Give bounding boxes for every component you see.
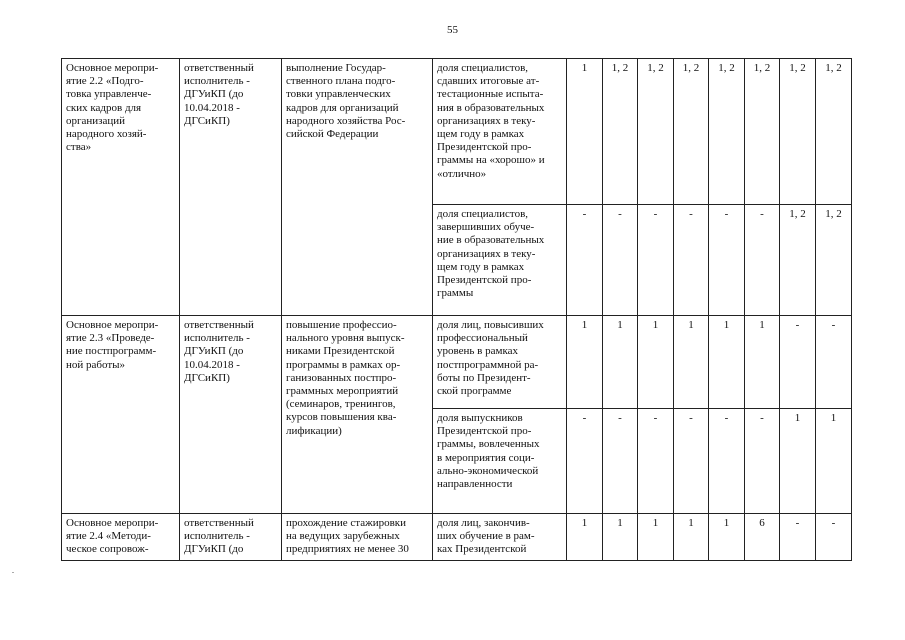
plan-table bbox=[61, 58, 852, 561]
value-cell: - bbox=[816, 514, 852, 561]
value-cell: 1, 2 bbox=[745, 59, 780, 205]
event-cell-text: Основное меропри- ятие 2.2 «Подго- товка управленче- ских кадров для организаций народного хозяй- ства» bbox=[66, 62, 159, 154]
value-cell: - bbox=[780, 514, 816, 561]
indicator-text: доля лиц, повысивших профессиональный уровень в рамках постпрограммной ра- боты по Президент- ской программе bbox=[437, 319, 544, 398]
value-cell: 1 bbox=[816, 409, 852, 514]
indicator-text: доля специалистов, сдавших итоговые ат- тестационные испыта- ния в образовательных организациях в теку- щем году в рамках Президентской про- граммы на «хорошо» и «отлично» bbox=[437, 62, 545, 180]
value-cell: - bbox=[780, 316, 816, 409]
value-cell: - bbox=[603, 409, 638, 514]
value-cell: 1 bbox=[745, 316, 780, 409]
value-cell: 1 bbox=[674, 514, 709, 561]
executor-cell bbox=[180, 59, 282, 316]
value-cell: 1 bbox=[567, 59, 603, 205]
value-cell: 1 bbox=[567, 514, 603, 561]
event-cell bbox=[62, 514, 180, 561]
value-cell: 1 bbox=[780, 409, 816, 514]
event-cell-text: Основное меропри- ятие 2.4 «Методи- ческое сопровож- bbox=[66, 517, 159, 556]
indicator-cell bbox=[433, 409, 567, 514]
value-cell: - bbox=[709, 409, 745, 514]
value-cell: 1, 2 bbox=[780, 59, 816, 205]
executor-cell bbox=[180, 514, 282, 561]
value-cell: - bbox=[745, 409, 780, 514]
value-cell: 1 bbox=[709, 316, 745, 409]
indicator-cell bbox=[433, 59, 567, 205]
result-cell bbox=[282, 59, 433, 316]
value-cell: 1, 2 bbox=[674, 59, 709, 205]
result-cell-text: прохождение стажировки на ведущих зарубежных предприятиях не менее 30 bbox=[286, 517, 409, 556]
value-cell: - bbox=[674, 409, 709, 514]
value-cell: 1, 2 bbox=[603, 59, 638, 205]
result-cell bbox=[282, 316, 433, 514]
value-cell: 1 bbox=[638, 316, 674, 409]
indicator-cell bbox=[433, 514, 567, 561]
value-cell: 1 bbox=[603, 514, 638, 561]
value-cell: 1 bbox=[674, 316, 709, 409]
plan-table-body bbox=[62, 59, 852, 561]
stray-mark: - bbox=[12, 570, 14, 576]
executor-cell-text: ответственный исполнитель - ДГУиКП (до 10.04.2018 - ДГСиКП) bbox=[184, 62, 254, 127]
value-cell: 6 bbox=[745, 514, 780, 561]
value-cell: 1, 2 bbox=[780, 205, 816, 316]
indicator-text: доля специалистов, завершивших обуче- ние в образовательных организациях в теку- щем году в рамках Президентской про- граммы bbox=[437, 208, 545, 300]
table-row bbox=[62, 59, 852, 205]
result-cell-text: выполнение Государ- ственного плана подго- товки управленческих кадров для организаций народного хозяйства Рос- сийской Федерации bbox=[286, 62, 406, 141]
value-cell: - bbox=[745, 205, 780, 316]
value-cell: - bbox=[603, 205, 638, 316]
value-cell: 1 bbox=[709, 514, 745, 561]
page-number: 55 bbox=[447, 24, 458, 36]
value-cell: - bbox=[816, 316, 852, 409]
value-cell: - bbox=[709, 205, 745, 316]
result-cell-text: повышение профессио- нального уровня выпуск- никами Президентской программы в рамках ор- ганизованных постпро- граммных мероприятий (семинаров, тренингов, курсов повышения ква- лификации) bbox=[286, 319, 405, 437]
value-cell: - bbox=[638, 409, 674, 514]
event-cell-text: Основное меропри- ятие 2.3 «Проведе- ние постпрограмм- ной работы» bbox=[66, 319, 159, 371]
executor-cell-text: ответственный исполнитель - ДГУиКП (до bbox=[184, 517, 254, 556]
indicator-text: доля лиц, закончив- ших обучение в рам- ках Президентской bbox=[437, 517, 535, 556]
value-cell: 1 bbox=[638, 514, 674, 561]
table-row bbox=[62, 514, 852, 561]
result-cell bbox=[282, 514, 433, 561]
indicator-text: доля выпускников Президентской про- граммы, вовлеченных в мероприятия соци- ально-экономической направленности bbox=[437, 412, 540, 491]
value-cell: 1, 2 bbox=[638, 59, 674, 205]
value-cell: 1, 2 bbox=[816, 59, 852, 205]
value-cell: 1, 2 bbox=[816, 205, 852, 316]
value-cell: 1 bbox=[567, 316, 603, 409]
event-cell bbox=[62, 59, 180, 316]
indicator-cell bbox=[433, 316, 567, 409]
executor-cell-text: ответственный исполнитель - ДГУиКП (до 10.04.2018 - ДГСиКП) bbox=[184, 319, 254, 384]
table-row bbox=[62, 316, 852, 409]
value-cell: - bbox=[674, 205, 709, 316]
event-cell bbox=[62, 316, 180, 514]
value-cell: 1 bbox=[603, 316, 638, 409]
value-cell: - bbox=[567, 409, 603, 514]
value-cell: - bbox=[567, 205, 603, 316]
executor-cell bbox=[180, 316, 282, 514]
indicator-cell bbox=[433, 205, 567, 316]
value-cell: 1, 2 bbox=[709, 59, 745, 205]
value-cell: - bbox=[638, 205, 674, 316]
